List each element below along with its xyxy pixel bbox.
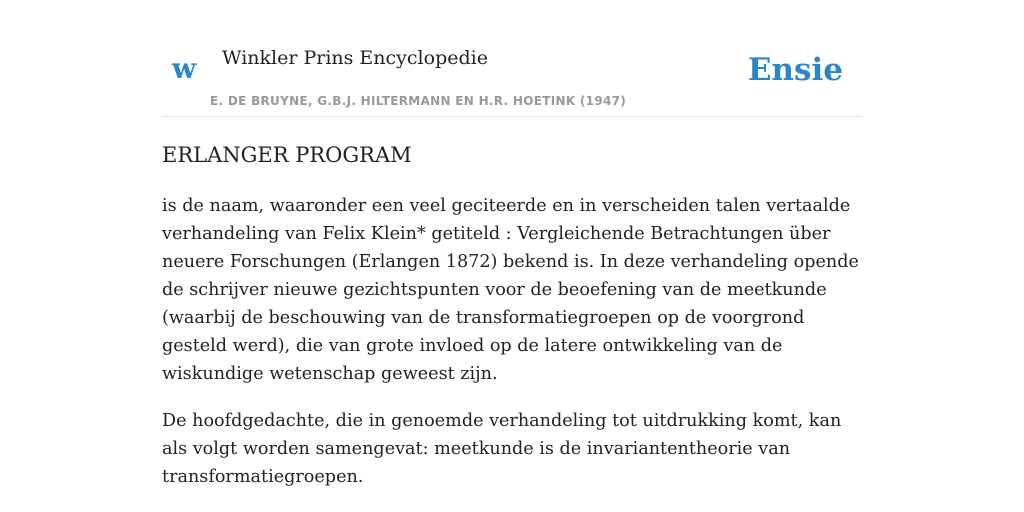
site-title[interactable]: Winkler Prins Encyclopedie [222, 47, 488, 69]
logo-mark[interactable]: w [172, 52, 197, 85]
brand-logo[interactable]: Ensie [747, 52, 843, 88]
paragraph-1: is de naam, waaronder een veel geciteerde en in verscheiden talen vertaalde verhandeling van Felix Klein* getiteld : Vergleichende Betrachtungen über neuere Forschungen (Erlangen 1872) bekend is. In deze verhandeling opende de schrijver nieuwe gezichtspunten voor de beoefening van de meetkunde (waarbij de beschouwing van de transformatiegroepen op de voorgrond gesteld werd), die van grote invloed op de latere ontwikkeling van de wiskundige wetenschap geweest zijn. [162, 196, 859, 384]
entry-body [162, 192, 862, 510]
authors-line: E. DE BRUYNE, G.B.J. HILTERMANN EN H.R. HOETINK (1947) [210, 94, 627, 108]
site-header [162, 0, 862, 117]
paragraph-2: De hoofdgedachte, die in genoemde verhandeling tot uitdrukking komt, kan als volgt worden samengevat: meetkunde is de invariantentheorie van transformatiegroepen. [162, 411, 842, 487]
entry-title: ERLANGER PROGRAM [162, 143, 412, 167]
